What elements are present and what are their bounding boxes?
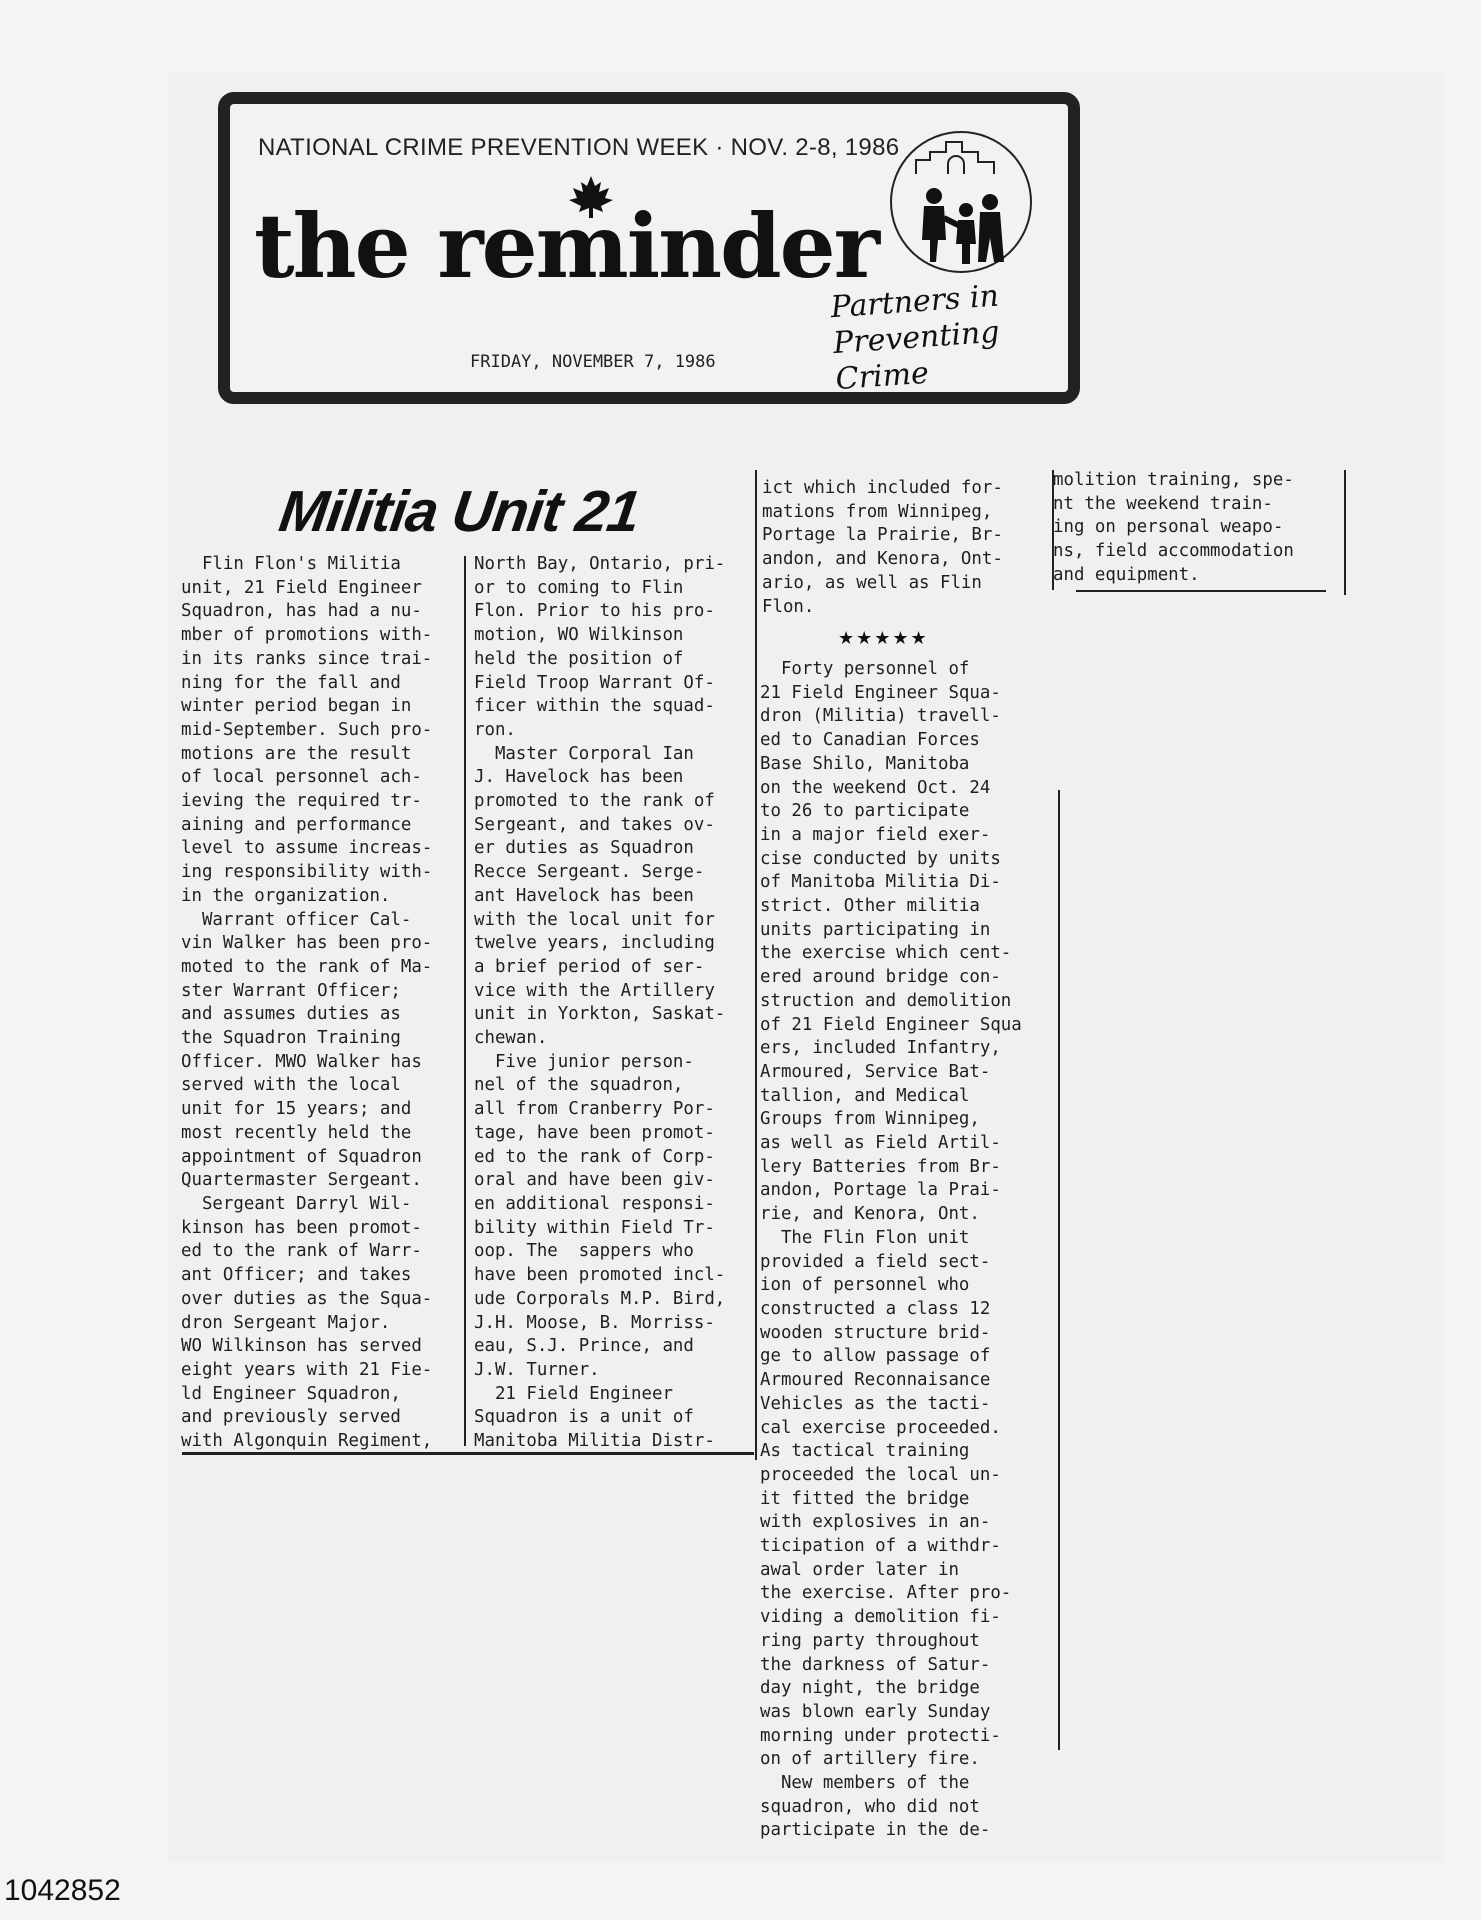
document-id: 1042852 bbox=[4, 1874, 121, 1907]
section-separator: ★★★★★ bbox=[838, 628, 929, 649]
column-divider bbox=[1058, 790, 1060, 1750]
masthead-top-line: NATIONAL CRIME PREVENTION WEEK · NOV. 2-8, 1986 bbox=[258, 134, 900, 161]
newspaper-name: the reminder bbox=[254, 194, 879, 298]
article-column-3-top: ict which included for- mations from Winnipeg, Portage la Prairie, Br- andon, and Kenora, Ont- ario, as well as Flin Flon. bbox=[762, 478, 1003, 617]
bottom-rule bbox=[1076, 590, 1326, 592]
article-headline: Militia Unit 21 bbox=[275, 479, 644, 544]
column-divider bbox=[1344, 470, 1346, 595]
slogan-line-1: Partners in bbox=[829, 278, 1000, 326]
slogan bbox=[830, 274, 1072, 398]
slogan-line-2: Preventing Crime bbox=[832, 314, 1001, 398]
column-divider bbox=[464, 556, 466, 1446]
article-column-3: Forty personnel of 21 Field Engineer Squa- dron (Militia) travell- ed to Canadian Forces Base Shilo, Manitoba on the weekend Oct. 24 to 26 to participate in a major field exer- cise conducted by units of Manitoba Militia Di- strict. Other militia units participating in the exercise which cent- ered around bridge con- struction and demolition of 21 Field Engineer Squa ers, included Infantry, Armoured, Service Bat- tallion, and Medical Groups from Winnipeg, as well as Field Artil- lery Batteries from Br- andon, Portage la Prai- rie, and Kenora, Ont. The Flin Flon unit provided a field sect- ion of personnel who constructed a class 12 wooden structure brid- ge to allow passage of Armoured Reconnaisance Vehicles as the tacti- cal exercise proceeded. As tactical training proceeded the local un- it fitted the bridge with explosives in an- ticipation of a withdr- awal order later in the exercise. After pro- viding a demolition fi- ring party throughout the darkness of Satur- day night, the bridge was blown early Sunday morning under protecti- on of artillery fire. New members of the squadron, who did not participate in the de- bbox=[760, 659, 1022, 1841]
column-divider bbox=[755, 470, 757, 1460]
article-column-4: molition training, spe- nt the weekend train- ing on personal weapo- ns, field accommodation and equipment. bbox=[1053, 470, 1294, 585]
issue-date: FRIDAY, NOVEMBER 7, 1986 bbox=[470, 352, 716, 372]
article-column-2: North Bay, Ontario, pri- or to coming to Flin Flon. Prior to his pro- motion, WO Wilkinson held the position of Field Troop Warrant Of- ficer within the squad- ron. Master Corporal Ian J. Havelock has been promoted to the rank of Sergeant, and takes ov- er duties as Squadron Recce Sergeant. Serge- ant Havelock has been with the local unit for twelve years, including a brief period of ser- vice with the Artillery unit in Yorkton, Saskat- chewan. Five junior person- nel of the squadron, all from Cranberry Por- tage, have been promot- ed to the rank of Corp- oral and have been giv- en additional responsi- bility within Field Tr- oop. The sappers who have been promoted incl- ude Corporals M.P. Bird, J.H. Moose, B. Morriss- eau, S.J. Prince, and J.W. Turner. 21 Field Engineer Squadron is a unit of Manitoba Militia Distr- bbox=[474, 554, 726, 1452]
article-column-1: Flin Flon's Militia unit, 21 Field Engineer Squadron, has had a nu- mber of promotions with- in its ranks since trai- ning for the fall and winter period began in mid-September. Such pro- motions are the result of local personnel ach- ieving the required tr- aining and performance level to assume increas- ing responsibility with- in the organization. Warrant officer Cal- vin Walker has been pro- moted to the rank of Ma- ster Warrant Officer; and assumes duties as the Squadron Training Officer. MWO Walker has served with the local unit for 15 years; and most recently held the appointment of Squadron Quartermaster Sergeant. Sergeant Darryl Wil- kinson has been promot- ed to the rank of Warr- ant Officer; and takes over duties as the Squa- dron Sergeant Major. WO Wilkinson has served eight years with 21 Fie- ld Engineer Squadron, and previously served with Algonquin Regiment, bbox=[181, 554, 433, 1452]
crime-prevention-logo-icon bbox=[886, 122, 1036, 282]
masthead bbox=[218, 92, 1080, 404]
